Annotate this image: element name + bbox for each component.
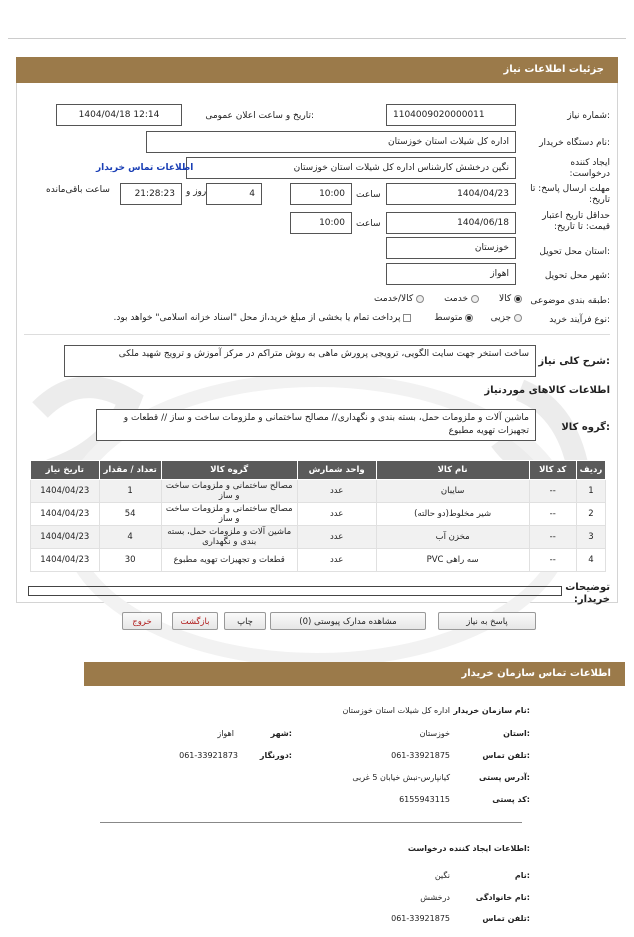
page-header: جزئیات اطلاعات نیاز — [16, 57, 618, 83]
cell-unit: عدد — [297, 526, 376, 549]
col-group-header: گروه کالا — [161, 461, 297, 480]
city-label: شهر محل تحویل: — [544, 271, 610, 281]
price-date-field: 1404/06/18 — [386, 212, 516, 234]
exit-button[interactable]: خروج — [122, 612, 162, 630]
cell-name: سه راهی PVC — [376, 549, 529, 572]
contact-postal-label: کد پستی: — [492, 795, 530, 804]
cell-qty: 1 — [99, 480, 161, 503]
process-options — [113, 313, 522, 323]
goods-section-title: اطلاعات کالاهای موردنیاز — [484, 385, 610, 396]
cell-date: 1404/04/23 — [31, 549, 100, 572]
contact-fax-value: 061-33921873 — [179, 751, 238, 760]
contact-header: اطلاعات تماس سازمان خریدار — [84, 662, 625, 686]
cell-code: -- — [529, 526, 576, 549]
send-time-field: 10:00 — [290, 183, 352, 205]
days-label: روز و — [186, 187, 207, 197]
view-documents-button[interactable]: مشاهده مدارک پیوستی (0) — [270, 612, 426, 630]
contact-province-value: خوزستان — [419, 729, 450, 738]
print-button[interactable]: چاپ — [224, 612, 266, 630]
summary-label: شرح کلی نیاز: — [538, 356, 610, 367]
province-label: استان محل تحویل: — [539, 247, 610, 257]
days-field: 4 — [206, 183, 262, 205]
creator-phone-value: 061-33921875 — [391, 914, 450, 923]
payment-note: پرداخت تمام یا بخشی از مبلغ خرید،از محل "اسناد خزانه اسلامی" خواهد بود. — [113, 313, 401, 323]
process-label: نوع فرآیند خرید: — [549, 315, 610, 325]
cell-qty: 30 — [99, 549, 161, 572]
category-option-both: کالا/خدمت — [374, 294, 414, 304]
cell-unit: عدد — [297, 480, 376, 503]
summary-text: ساخت استخر جهت سایت الگویی، ترویجی پرورش ماهی به روش متراکم در مرکز آموزش و ترویج شهید ملکی — [64, 345, 536, 377]
cell-qty: 4 — [99, 526, 161, 549]
send-date-field: 1404/04/23 — [386, 183, 516, 205]
category-radio-goods[interactable] — [514, 295, 522, 303]
process-radio-minor[interactable] — [514, 314, 522, 322]
cell-date: 1404/04/23 — [31, 503, 100, 526]
category-option-goods: کالا — [498, 294, 512, 304]
category-radio-service[interactable] — [471, 295, 479, 303]
price-validity-label: حداقل تاریخ اعتبار قیمت: تا تاریخ: — [542, 211, 610, 232]
contact-city-value: اهواز — [217, 729, 234, 738]
cell-group: قطعات و تجهیزات تهویه مطبوع — [161, 549, 297, 572]
contact-org-label: نام سازمان خریدار: — [453, 706, 530, 715]
col-name-header: نام کالا — [376, 461, 529, 480]
cell-code: -- — [529, 549, 576, 572]
announce-label: تاریخ و ساعت اعلان عمومی: — [205, 111, 314, 121]
col-qty-header: تعداد / مقدار — [99, 461, 161, 480]
col-row-header: ردیف — [576, 461, 605, 480]
cell-row: 3 — [576, 526, 605, 549]
cell-group: ماشین آلات و ملزومات حمل، بسته بندی و نگهداری — [161, 526, 297, 549]
section-divider — [24, 334, 610, 335]
col-unit-header: واحد شمارش — [297, 461, 376, 480]
contact-divider — [100, 822, 522, 823]
contact-address-label: آدرس پستی: — [479, 773, 530, 782]
category-label: طبقه بندی موضوعی: — [530, 296, 610, 306]
contact-phone-value: 061-33921875 — [391, 751, 450, 760]
remaining-label: ساعت باقی‌مانده — [46, 185, 110, 195]
process-option-minor: جزیی — [490, 313, 512, 323]
table-header-row — [31, 461, 606, 480]
creator-family-label: نام خانوادگی: — [475, 893, 530, 902]
col-date-header: تاریخ نیاز — [31, 461, 100, 480]
cell-row: 4 — [576, 549, 605, 572]
creator-field: نگین درخشش کارشناس اداره کل شیلات استان خوزستان — [186, 157, 516, 179]
cell-unit: عدد — [297, 549, 376, 572]
contact-province-label: استان: — [503, 729, 530, 738]
cell-group: مصالح ساختمانی و ملزومات ساخت و ساز — [161, 503, 297, 526]
cell-name: سایبان — [376, 480, 529, 503]
top-divider — [8, 38, 626, 39]
goods-group-label: گروه کالا: — [561, 422, 610, 433]
send-deadline-label: مهلت ارسال پاسخ: تا تاریخ: — [530, 184, 610, 205]
table-row[interactable] — [31, 549, 606, 572]
cell-row: 1 — [576, 480, 605, 503]
cell-date: 1404/04/23 — [31, 526, 100, 549]
contact-postal-value: 6155943115 — [399, 795, 450, 804]
province-field: خوزستان — [386, 237, 516, 259]
cell-group: مصالح ساختمانی و ملزومات ساخت و ساز — [161, 480, 297, 503]
cell-name: مخزن آب — [376, 526, 529, 549]
remaining-time-field: 21:28:23 — [120, 183, 182, 205]
creator-phone-label: تلفن تماس: — [482, 914, 530, 923]
payment-checkbox[interactable] — [403, 314, 411, 322]
contact-fax-label: دورنگار: — [259, 751, 292, 760]
creator-label: ایجاد کننده درخواست: — [569, 158, 610, 179]
creator-section-title: اطلاعات ایجاد کننده درخواست: — [407, 844, 530, 853]
cell-code: -- — [529, 480, 576, 503]
announce-datetime-field: 1404/04/18 12:14 — [56, 104, 182, 126]
need-number-field: 1104009020000011 — [386, 104, 516, 126]
process-option-medium: متوسط — [434, 313, 463, 323]
cell-qty: 54 — [99, 503, 161, 526]
cell-row: 2 — [576, 503, 605, 526]
category-options — [374, 294, 522, 304]
items-table — [30, 460, 606, 572]
contact-phone-label: تلفن تماس: — [482, 751, 530, 760]
col-code-header: کد کالا — [529, 461, 576, 480]
process-radio-medium[interactable] — [465, 314, 473, 322]
need-number-label: شماره نیاز: — [567, 111, 610, 121]
category-option-service: خدمت — [444, 294, 469, 304]
creator-family-value: درخشش — [420, 893, 450, 902]
cell-name: شیر مخلوط(دو حالته) — [376, 503, 529, 526]
contact-org-value: اداره کل شیلات استان خوزستان — [342, 706, 450, 715]
reply-button[interactable]: پاسخ به نیاز — [438, 612, 536, 630]
goods-group-text: ماشین آلات و ملزومات حمل، بسته بندی و نگهداری// مصالح ساختمانی و ملزومات ساخت و ساز // قطعات و تجهیزات تهویه مطبوع — [96, 409, 536, 441]
city-field: اهواز — [386, 263, 516, 285]
table-row[interactable] — [31, 526, 606, 549]
table-row[interactable] — [31, 480, 606, 503]
buyer-org-field: اداره کل شیلات استان خوزستان — [146, 131, 516, 153]
cell-code: -- — [529, 503, 576, 526]
buyer-contact-link[interactable]: اطلاعات تماس خریدار — [96, 163, 194, 173]
category-radio-both[interactable] — [416, 295, 424, 303]
buyer-notes-label: توضیحات خریدار: — [565, 582, 610, 605]
creator-name-label: نام: — [514, 871, 530, 880]
buyer-org-label: نام دستگاه خریدار: — [539, 138, 610, 148]
contact-city-label: شهر: — [270, 729, 292, 738]
buyer-notes-field — [28, 586, 562, 596]
cell-unit: عدد — [297, 503, 376, 526]
price-time-field: 10:00 — [290, 212, 352, 234]
cell-date: 1404/04/23 — [31, 480, 100, 503]
contact-address-value: کیانپارس-نبش خیابان 5 غربی — [352, 773, 450, 782]
back-button[interactable]: بازگشت — [172, 612, 218, 630]
price-time-label: ساعت — [356, 219, 381, 229]
creator-name-value: نگین — [434, 871, 450, 880]
send-time-label: ساعت — [356, 190, 381, 200]
table-row[interactable] — [31, 503, 606, 526]
